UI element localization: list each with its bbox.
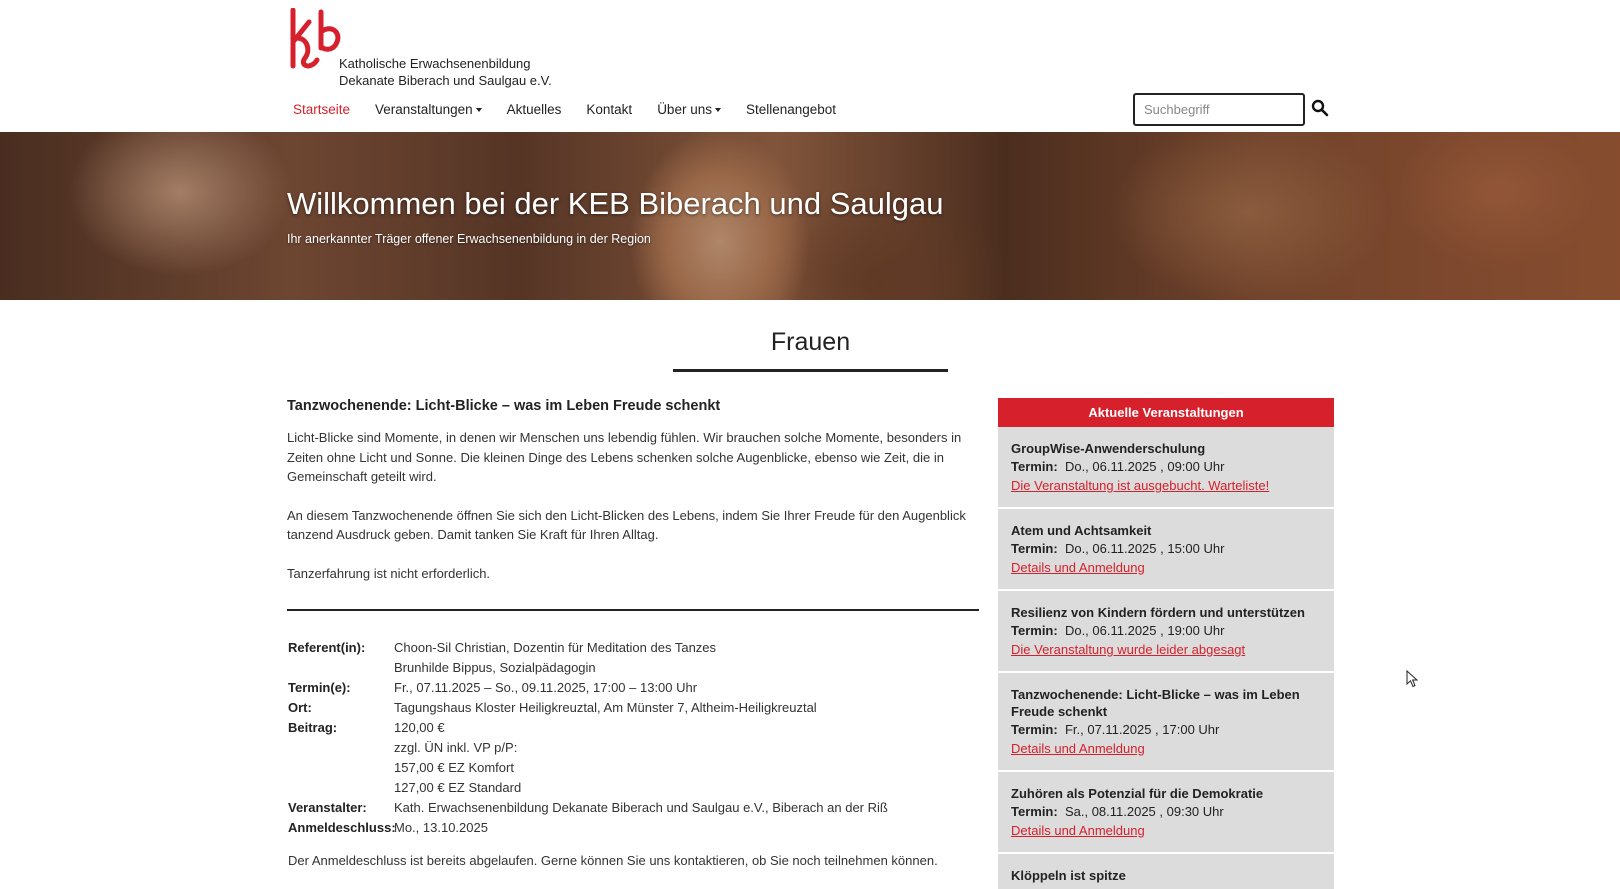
sidebar-event-item xyxy=(998,772,1334,852)
referent-2: Brunhilde Bippus, Sozialpädagogin xyxy=(394,660,596,675)
registration-notice: Der Anmeldeschluss ist bereits abgelaufen. Gerne können Sie uns kontaktieren, ob Sie noch teilnehmen können. xyxy=(288,853,938,868)
sidebar-event-link[interactable]: Details und Anmeldung xyxy=(1011,560,1145,575)
beitrag-2: zzgl. ÜN inkl. VP p/P: xyxy=(394,740,518,755)
logo-text-line2: Dekanate Biberach und Saulgau e.V. xyxy=(339,73,552,88)
sidebar-event-link[interactable]: Die Veranstaltung wurde leider abgesagt xyxy=(1011,642,1246,657)
detail-label: Referent(in): xyxy=(288,640,366,655)
nav-label: Über uns xyxy=(657,102,712,117)
logo-text-line1: Katholische Erwachsenenbildung xyxy=(339,56,531,71)
nav-label: Aktuelles xyxy=(506,102,562,117)
nav-label: Kontakt xyxy=(586,102,633,117)
nav-item-kontakt[interactable] xyxy=(580,100,638,119)
page-title: Frauen xyxy=(770,328,851,356)
sidebar-event-termin xyxy=(1011,720,1321,739)
sidebar-event-title: Klöppeln ist spitze xyxy=(1011,868,1126,883)
termin-label: Termin: xyxy=(1011,804,1058,819)
site-logo[interactable] xyxy=(287,8,587,93)
sidebar-event-title: GroupWise-Anwenderschulung xyxy=(1011,441,1206,456)
search-input[interactable] xyxy=(1133,93,1305,126)
sidebar-event-title: Resilienz von Kindern fördern und unterstützen xyxy=(1011,605,1305,620)
sidebar-current-events xyxy=(998,398,1334,889)
termin-label: Termin: xyxy=(1011,722,1058,737)
sidebar-event-item xyxy=(998,591,1334,671)
termin-label: Termin: xyxy=(1011,459,1058,474)
event-paragraph: An diesem Tanzwochenende öffnen Sie sich den Licht-Blicken des Lebens, indem Sie Ihrer Freude für den Augenblick tanzend Ausdruck geben. Damit tanken Sie Kraft für Ihren Alltag. xyxy=(287,507,966,542)
nav-item-ueber-uns[interactable] xyxy=(651,100,727,119)
hero-subtitle: Ihr anerkannter Träger offener Erwachsenenbildung in der Region xyxy=(287,232,651,246)
detail-value: Mo., 13.10.2025 xyxy=(394,820,488,835)
sidebar-event-title: Atem und Achtsamkeit xyxy=(1011,523,1152,538)
termin-value: Fr., 07.11.2025 , 17:00 Uhr xyxy=(1064,722,1220,737)
beitrag-1: 120,00 € xyxy=(394,720,445,735)
nav-label: Startseite xyxy=(293,102,351,117)
event-description xyxy=(287,398,979,602)
sidebar-event-link[interactable]: Details und Anmeldung xyxy=(1011,741,1145,756)
sidebar-header: Aktuelle Veranstaltungen xyxy=(998,398,1334,427)
content-divider xyxy=(287,609,979,611)
nav-item-startseite[interactable] xyxy=(287,100,356,119)
termin-value: Do., 06.11.2025 , 09:00 Uhr xyxy=(1064,459,1225,474)
site-header xyxy=(0,0,1620,132)
event-title: Tanzwochenende: Licht-Blicke – was im Leben Freude schenkt xyxy=(287,398,721,414)
sidebar-event-item xyxy=(998,854,1334,889)
nav-item-stellenangebot[interactable] xyxy=(740,100,842,119)
hero-title: Willkommen bei der KEB Biberach und Saulgau xyxy=(287,186,944,221)
detail-row-termin xyxy=(288,678,980,698)
sidebar-event-item xyxy=(998,509,1334,589)
detail-value: Kath. Erwachsenenbildung Dekanate Biberach und Saulgau e.V., Biberach an der Riß xyxy=(394,800,888,815)
detail-value xyxy=(394,638,980,678)
detail-label: Veranstalter: xyxy=(288,800,367,815)
caret-down-icon xyxy=(715,108,721,112)
sidebar-event-link[interactable]: Die Veranstaltung ist ausgebucht. Warteliste! xyxy=(1011,478,1270,493)
mouse-cursor-icon xyxy=(1406,670,1418,688)
termin-label: Termin: xyxy=(1011,541,1058,556)
detail-label: Anmeldeschluss: xyxy=(288,820,396,835)
sidebar-event-termin xyxy=(1011,539,1321,558)
nav-label: Veranstaltungen xyxy=(375,102,473,117)
sidebar-event-title: Tanzwochenende: Licht-Blicke – was im Leben Freude schenkt xyxy=(1011,687,1300,719)
termin-value: Sa., 08.11.2025 , 09:30 Uhr xyxy=(1064,804,1224,819)
beitrag-3: 157,00 € EZ Komfort xyxy=(394,760,514,775)
detail-row-veranstalter xyxy=(288,798,980,818)
nav-item-aktuelles[interactable] xyxy=(501,100,568,119)
detail-value: Fr., 07.11.2025 – So., 09.11.2025, 17:00 – 13:00 Uhr xyxy=(394,680,698,695)
sidebar-event-item xyxy=(998,427,1334,507)
termin-value: Do., 06.11.2025 , 15:00 Uhr xyxy=(1064,541,1225,556)
detail-row-referent xyxy=(288,638,980,678)
event-paragraph: Licht-Blicke sind Momente, in denen wir Menschen uns lebendig fühlen. Wir brauchen solche Momente, besonders in Zeiten ohne Licht und Sonne. Die kleinen Dinge des Lebens schenken solche Augenblicke, ebenso wie Zeit, die in Gemeinschaft geteilt wird. xyxy=(287,430,962,484)
detail-label: Ort: xyxy=(288,700,312,715)
termin-label: Termin: xyxy=(1011,623,1058,638)
event-details xyxy=(288,638,980,838)
detail-row-anmeldeschluss xyxy=(288,818,980,838)
detail-value xyxy=(394,718,980,798)
event-paragraph: Tanzerfahrung ist nicht erforderlich. xyxy=(287,565,491,581)
nav-label: Stellenangebot xyxy=(745,102,837,117)
sidebar-event-item xyxy=(998,673,1334,770)
sidebar-event-termin xyxy=(1011,457,1321,476)
keb-logo-icon xyxy=(287,8,343,70)
sidebar-event-link[interactable]: Details und Anmeldung xyxy=(1011,823,1145,838)
termin-value: Do., 06.11.2025 , 19:00 Uhr xyxy=(1064,623,1225,638)
referent-1: Choon-Sil Christian, Dozentin für Meditation des Tanzes xyxy=(394,640,717,655)
caret-down-icon xyxy=(476,108,482,112)
detail-row-beitrag xyxy=(288,718,980,798)
detail-label: Termin(e): xyxy=(288,680,351,695)
title-underline xyxy=(673,369,948,372)
search-icon[interactable] xyxy=(1311,99,1329,117)
sidebar-event-termin xyxy=(1011,621,1321,640)
nav-item-veranstaltungen[interactable] xyxy=(369,100,488,119)
sidebar-event-title: Zuhören als Potenzial für die Demokratie xyxy=(1011,786,1264,801)
sidebar-event-termin xyxy=(1011,802,1321,821)
beitrag-4: 127,00 € EZ Standard xyxy=(394,780,522,795)
detail-row-ort xyxy=(288,698,980,718)
detail-label: Beitrag: xyxy=(288,720,338,735)
main-nav xyxy=(287,100,855,119)
hero-banner xyxy=(0,132,1620,300)
detail-value: Tagungshaus Kloster Heiligkreuztal, Am Münster 7, Altheim-Heiligkreuztal xyxy=(394,700,817,715)
